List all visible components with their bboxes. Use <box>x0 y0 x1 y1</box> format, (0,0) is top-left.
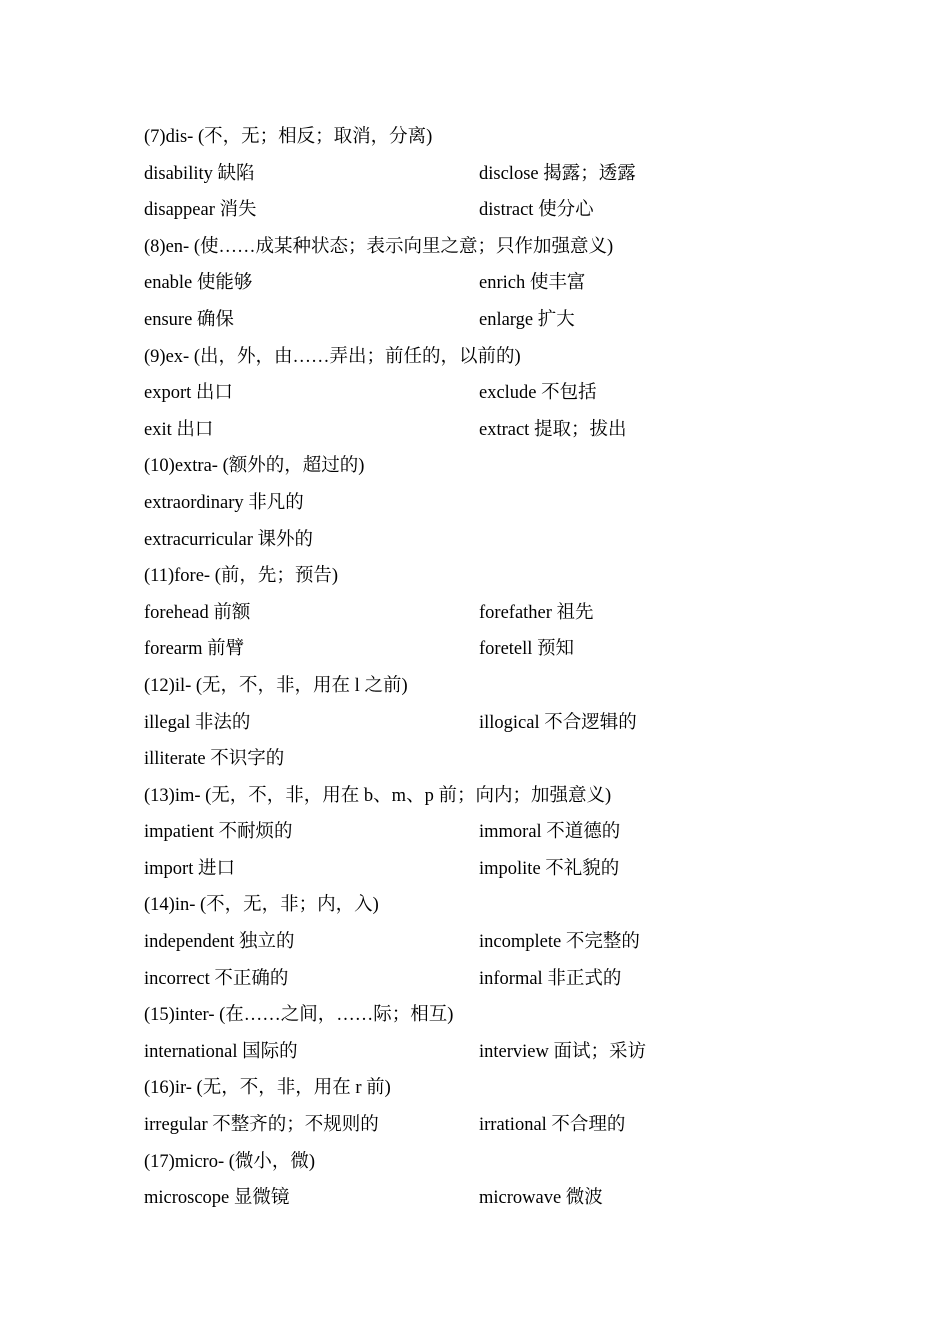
word-entry: microwave 微波 <box>479 1188 603 1209</box>
word-entry: exclude 不包括 <box>479 383 597 404</box>
word-entry: impatient 不耐烦的 <box>144 822 293 843</box>
document-page <box>144 119 844 1217</box>
section-heading: (10)extra- (额外的，超过的) <box>144 456 365 477</box>
word-entry: enrich 使丰富 <box>479 273 586 294</box>
word-entry: forefather 祖先 <box>479 602 594 623</box>
word-entry: extraordinary 非凡的 <box>144 492 304 513</box>
word-entry: extract 提取；拔出 <box>479 419 627 440</box>
section-heading: (8)en- (使……成某种状态；表示向里之意；只作加强意义) <box>144 236 614 257</box>
word-entry: disappear 消失 <box>144 200 257 221</box>
section-heading: (15)inter- (在……之间，……际；相互) <box>144 1005 454 1026</box>
word-row <box>144 192 844 229</box>
word-entry: ensure 确保 <box>144 309 234 330</box>
word-row <box>144 412 844 449</box>
word-row <box>144 595 844 632</box>
word-entry: irrational 不合理的 <box>479 1115 626 1136</box>
word-entry: immoral 不道德的 <box>479 822 621 843</box>
word-entry: forehead 前额 <box>144 602 251 623</box>
section-heading: (12)il- (无，不，非，用在 l 之前) <box>144 675 408 696</box>
word-row <box>144 156 844 193</box>
section-heading: (7)dis- (不，无；相反；取消，分离) <box>144 127 433 147</box>
word-row <box>144 741 844 778</box>
word-entry: foretell 预知 <box>479 639 575 660</box>
word-row <box>144 1107 844 1144</box>
word-row <box>144 814 844 851</box>
word-row <box>144 705 844 742</box>
word-row <box>144 265 844 302</box>
word-entry: enable 使能够 <box>144 273 253 294</box>
section-heading: (16)ir- (无，不，非，用在 r 前) <box>144 1078 391 1099</box>
section-heading: (9)ex- (出，外，由……弄出；前任的，以前的) <box>144 346 521 367</box>
word-row <box>144 924 844 961</box>
word-entry: distract 使分心 <box>479 200 594 221</box>
word-entry: exit 出口 <box>144 419 214 440</box>
word-entry: export 出口 <box>144 383 233 404</box>
word-entry: informal 非正式的 <box>479 968 622 989</box>
word-entry: incomplete 不完整的 <box>479 932 640 953</box>
word-entry: import 进口 <box>144 858 235 879</box>
word-row <box>144 631 844 668</box>
word-entry: incorrect 不正确的 <box>144 968 289 989</box>
word-row <box>144 485 844 522</box>
word-entry: enlarge 扩大 <box>479 309 575 330</box>
word-row <box>144 1034 844 1071</box>
section-heading: (11)fore- (前，先；预告) <box>144 566 339 587</box>
word-row <box>144 1180 844 1217</box>
section-heading: (17)micro- (微小，微) <box>144 1151 316 1172</box>
word-entry: irregular 不整齐的；不规则的 <box>144 1115 379 1136</box>
word-entry: interview 面试；采访 <box>479 1041 646 1062</box>
word-row <box>144 522 844 559</box>
word-entry: illegal 非法的 <box>144 712 251 733</box>
word-entry: extracurricular 课外的 <box>144 529 313 550</box>
word-entry: independent 独立的 <box>144 932 295 953</box>
word-entry: microscope 显微镜 <box>144 1188 290 1209</box>
word-row <box>144 302 844 339</box>
word-entry: disability 缺陷 <box>144 163 255 184</box>
word-entry: disclose 揭露；透露 <box>479 163 636 184</box>
section-heading: (14)in- (不，无，非；内，入) <box>144 895 379 916</box>
section-heading: (13)im- (无，不，非，用在 b、m、p 前；向内；加强意义) <box>144 785 612 806</box>
word-entry: illogical 不合逻辑的 <box>479 712 637 733</box>
word-row <box>144 961 844 998</box>
word-entry: impolite 不礼貌的 <box>479 858 620 879</box>
word-entry: international 国际的 <box>144 1041 298 1062</box>
word-row <box>144 851 844 888</box>
word-entry: illiterate 不识字的 <box>144 749 285 770</box>
word-row <box>144 375 844 412</box>
word-entry: forearm 前臂 <box>144 639 245 660</box>
